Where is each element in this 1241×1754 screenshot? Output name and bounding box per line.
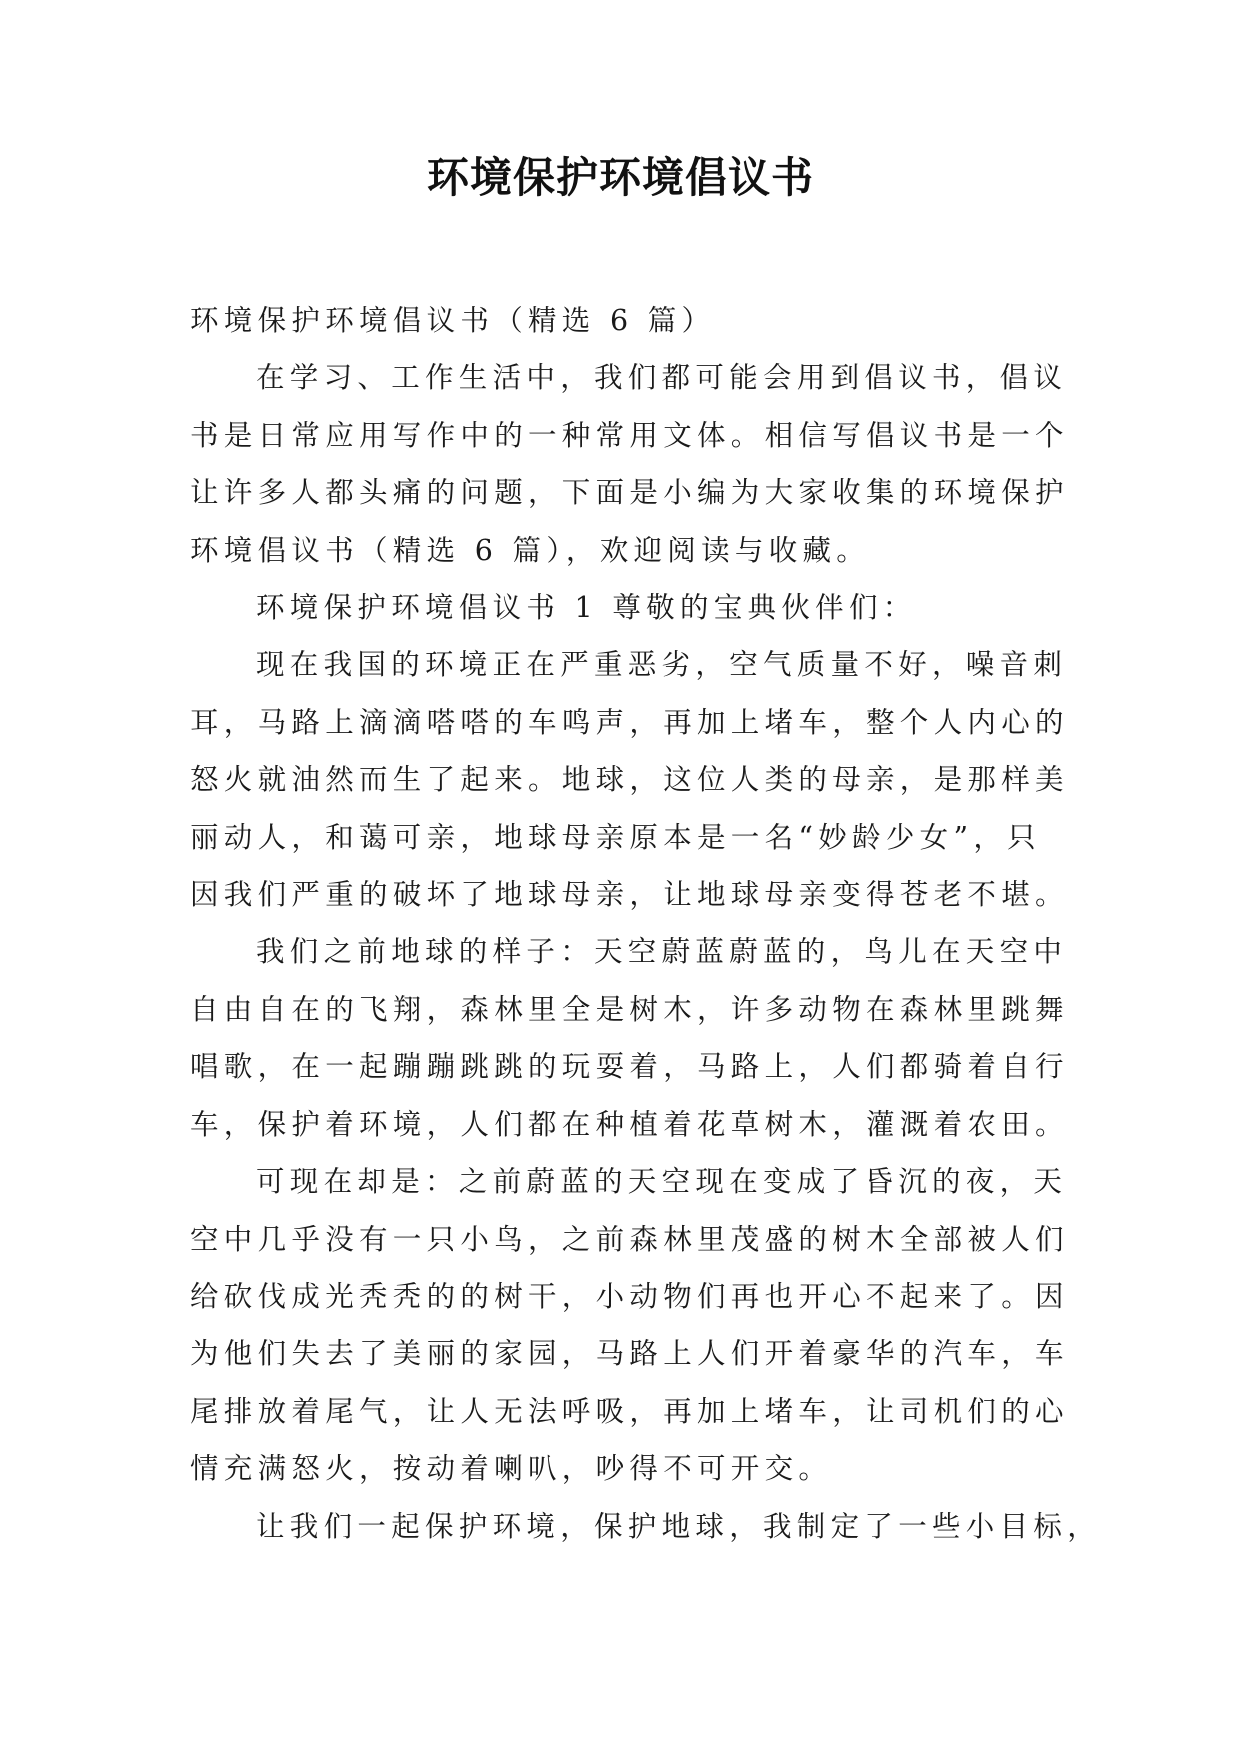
text-line: 耳，马路上滴滴嗒嗒的车鸣声，再加上堵车，整个人内心的: [190, 705, 1069, 739]
text-line: 让许多人都头痛的问题，下面是小编为大家收集的环境保护: [190, 476, 1069, 510]
text-line: 自由自在的飞翔，森林里全是树木，许多动物在森林里跳舞: [190, 992, 1069, 1026]
text-line: 书是日常应用写作中的一种常用文体。相信写倡议书是一个: [190, 418, 1069, 452]
text-line: 让我们一起保护环境，保护地球，我制定了一些小目标，: [256, 1509, 1102, 1543]
text-line: 给砍伐成光秃秃的的树干，小动物们再也开心不起来了。因: [190, 1279, 1069, 1313]
text-line: 空中几乎没有一只小鸟，之前森林里茂盛的树木全部被人们: [190, 1222, 1069, 1256]
text-line: 在学习、工作生活中，我们都可能会用到倡议书，倡议: [256, 361, 1068, 395]
text-line: 可现在却是：之前蔚蓝的天空现在变成了昏沉的夜，天: [256, 1165, 1068, 1199]
text-line: 车，保护着环境，人们都在种植着花草树木，灌溉着农田。: [190, 1107, 1069, 1141]
document-body: [190, 292, 1102, 1555]
text-line: 怒火就油然而生了起来。地球，这位人类的母亲，是那样美: [190, 763, 1069, 797]
text-line: 丽动人，和蔼可亲，地球母亲原本是一名“妙龄少女”，只: [190, 820, 1041, 854]
text-line: 我们之前地球的样子：天空蔚蓝蔚蓝的，鸟儿在天空中: [256, 935, 1068, 969]
text-line: 现在我国的环境正在严重恶劣，空气质量不好，噪音刺: [256, 648, 1068, 682]
text-line: 环境倡议书（精选 6 篇），欢迎阅读与收藏。: [190, 533, 871, 567]
text-line: 环境保护环境倡议书（精选 6 篇）: [190, 304, 716, 337]
text-line: 因我们严重的破坏了地球母亲，让地球母亲变得苍老不堪。: [190, 878, 1069, 912]
text-line: 环境保护环境倡议书 1 尊敬的宝典伙伴们：: [256, 591, 917, 625]
text-line: 唱歌，在一起蹦蹦跳跳的玩耍着，马路上，人们都骑着自行: [190, 1050, 1069, 1084]
document-title: 环境保护环境倡议书: [426, 153, 814, 202]
text-line: 尾排放着尾气，让人无法呼吸，再加上堵车，让司机们的心: [190, 1394, 1069, 1428]
text-line: 情充满怒火，按动着喇叭，吵得不可开交。: [190, 1452, 833, 1486]
text-line: 为他们失去了美丽的家园，马路上人们开着豪华的汽车，车: [190, 1337, 1069, 1371]
